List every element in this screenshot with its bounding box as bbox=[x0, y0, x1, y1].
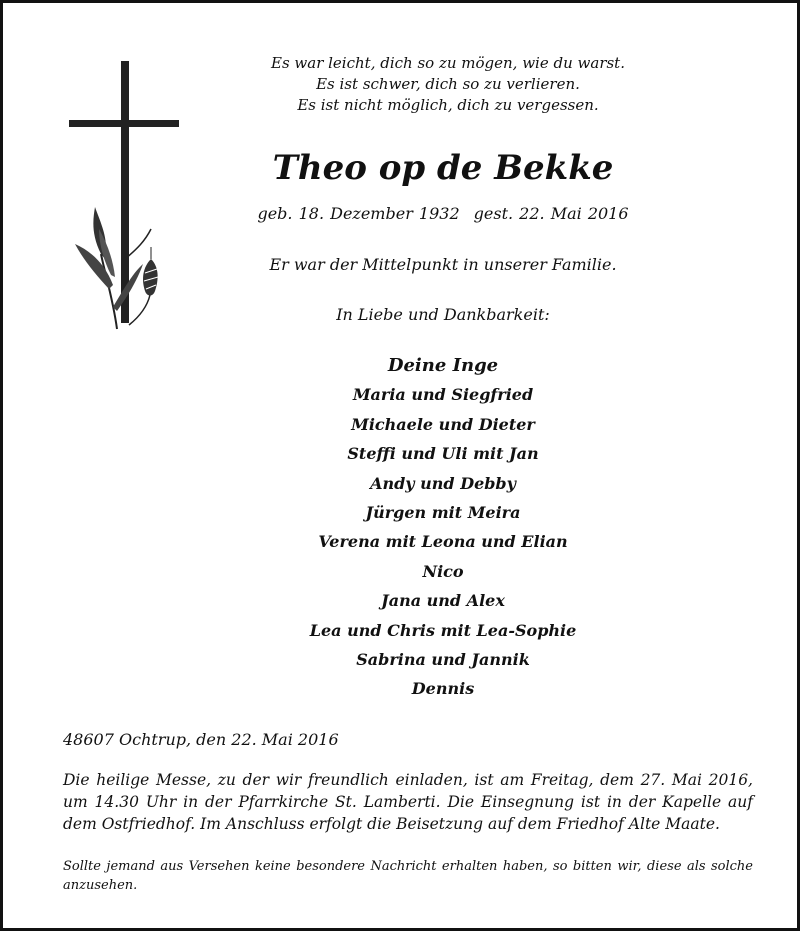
mourner-name: Michaele und Dieter bbox=[351, 414, 535, 434]
mourner-name: Deine Inge bbox=[387, 355, 499, 376]
tribute-line: Er war der Mittelpunkt in unserer Familie. bbox=[269, 255, 617, 274]
cross-with-wheat-icon bbox=[65, 59, 185, 334]
notice-disclaimer: Sollte jemand aus Versehen keine besondere Nachricht erhalten haben, so bitten wir, diese als solche anzusehen. bbox=[63, 859, 753, 893]
life-dates bbox=[243, 203, 643, 225]
mourner-name: Steffi und Uli mit Jan bbox=[347, 444, 539, 464]
mourner-name: Sabrina und Jannik bbox=[356, 649, 530, 669]
birth-date: geb. 18. Dezember 1932 bbox=[257, 204, 460, 223]
mourners-list bbox=[243, 351, 643, 704]
mourner-name: Nico bbox=[422, 561, 464, 581]
deceased-name: Theo op de Bekke bbox=[272, 148, 614, 188]
gratitude-line: In Liebe und Dankbarkeit: bbox=[336, 305, 550, 324]
quote-line: Es ist nicht möglich, dich zu vergessen. bbox=[297, 96, 599, 114]
quote-line: Es ist schwer, dich so zu verlieren. bbox=[316, 75, 580, 93]
mourner-name: Verena mit Leona und Elian bbox=[318, 532, 568, 552]
funeral-service-text: Die heilige Messe, zu der wir freundlich einladen, ist am Freitag, dem 27. Mai 2016, um 14.30 Uhr in der Pfarrkirche St. Lamberti. Die Einsegnung ist in der Kapelle auf dem Ostfriedhof. Im Anschluss erfolgt die Beisetzung auf dem Friedhof Alte Maate. bbox=[63, 771, 753, 833]
quote-line: Es war leicht, dich so zu mögen, wie du warst. bbox=[271, 54, 625, 72]
place-and-date: 48607 Ochtrup, den 22. Mai 2016 bbox=[63, 730, 339, 749]
death-date: gest. 22. Mai 2016 bbox=[473, 204, 629, 223]
mourner-name: Jürgen mit Meira bbox=[365, 502, 521, 522]
mourner-name: Maria und Siegfried bbox=[352, 385, 534, 405]
mourner-name: Jana und Alex bbox=[381, 591, 505, 611]
mourner-name: Lea und Chris mit Lea-Sophie bbox=[309, 620, 577, 640]
mourner-name: Andy und Debby bbox=[370, 473, 516, 493]
mourner-name: Dennis bbox=[411, 679, 475, 699]
memorial-quote bbox=[263, 53, 633, 116]
